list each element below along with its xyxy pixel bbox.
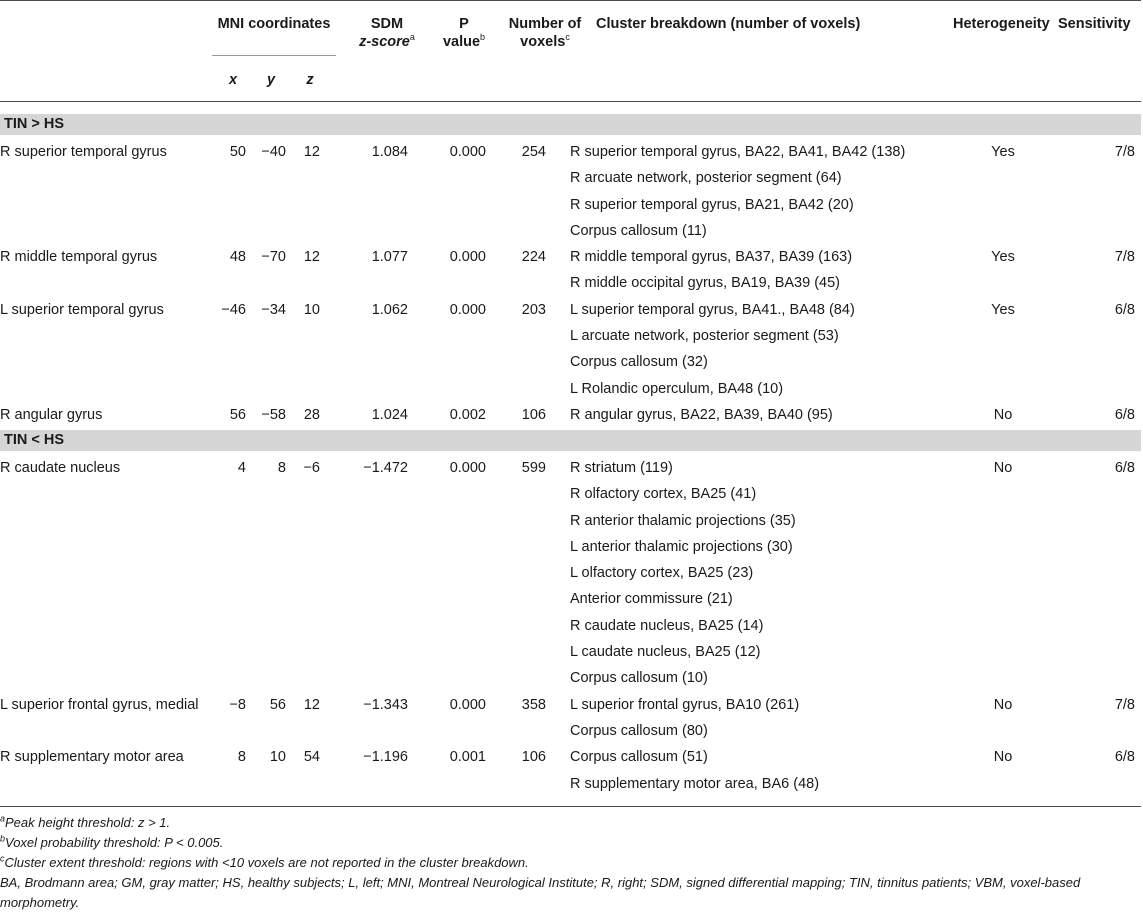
- p-value-cell: 0.000: [449, 249, 486, 266]
- z-cell: 12: [303, 144, 320, 160]
- sensitivity-cell: 7/8: [1114, 696, 1135, 713]
- x-cell: −46: [221, 301, 246, 318]
- region-cell: R superior temporal gyrus: [0, 144, 167, 160]
- breakdown-item: L caudate nucleus, BA25 (12): [570, 644, 761, 661]
- sdm-cell: 1.024: [371, 407, 408, 423]
- cluster-breakdown: [570, 455, 796, 692]
- cluster-breakdown: [570, 139, 905, 244]
- footnote-a: $^a$Peak height threshold: z > 1.: [0, 813, 171, 830]
- breakdown-item: R angular gyrus, BA22, BA39, BA40 (95): [570, 407, 833, 423]
- breakdown-item: R anterior thalamic projections (35): [570, 512, 796, 529]
- breakdown-item: L superior temporal gyrus, BA41., BA48 (84): [570, 301, 855, 318]
- x-cell: 56: [229, 407, 246, 423]
- breakdown-item: Anterior commissure (21): [570, 591, 733, 608]
- breakdown-item: R arcuate network, posterior segment (64): [570, 170, 842, 187]
- breakdown-item: Corpus callosum (51): [570, 749, 708, 766]
- header-sdm: SDM z-score$^a$: [359, 16, 415, 50]
- p-value-cell: 0.000: [449, 696, 486, 713]
- footnote-abbreviations: BA, Brodmann area; GM, gray matter; HS, healthy subjects; L, left; MNI, Montreal Neurological Institute; R, right; SDM, signed differential mapping; TIN, tinnitus patients; VBM, voxel-based morphometry.: [0, 875, 1081, 910]
- sensitivity-cell: 7/8: [1114, 249, 1135, 266]
- y-cell: 8: [277, 460, 286, 476]
- breakdown-item: L arcuate network, posterior segment (53): [570, 328, 839, 345]
- header-x: x: [228, 72, 238, 88]
- z-cell: 10: [303, 301, 320, 318]
- voxels-cell: 599: [521, 460, 546, 476]
- y-cell: −40: [261, 144, 286, 160]
- cluster-breakdown: [570, 744, 819, 797]
- heterogeneity-cell: Yes: [991, 301, 1015, 318]
- section-tin-gt-hs: TIN > HS: [0, 114, 1141, 135]
- z-cell: 12: [303, 696, 320, 713]
- heterogeneity-cell: No: [993, 407, 1013, 423]
- y-cell: 10: [269, 749, 286, 766]
- sensitivity-cell: 6/8: [1114, 460, 1135, 476]
- heterogeneity-cell: No: [993, 696, 1013, 713]
- sensitivity-cell: 7/8: [1114, 144, 1135, 160]
- footnotes: [0, 813, 1141, 913]
- x-cell: −8: [229, 696, 246, 713]
- z-cell: 54: [303, 749, 320, 766]
- p-value-cell: 0.000: [449, 144, 486, 160]
- header-mni: MNI coordinates: [217, 16, 331, 32]
- z-cell: −6: [303, 460, 320, 476]
- breakdown-item: R middle temporal gyrus, BA37, BA39 (163): [570, 249, 853, 266]
- cluster-breakdown: [570, 244, 852, 297]
- cluster-breakdown: [570, 692, 799, 745]
- region-cell: L superior temporal gyrus: [0, 301, 164, 318]
- p-value-cell: 0.001: [449, 749, 486, 766]
- y-cell: −58: [261, 407, 286, 423]
- region-cell: R angular gyrus: [0, 407, 103, 423]
- header-voxels: Number of voxels$^c$: [508, 16, 582, 50]
- x-cell: 8: [237, 749, 246, 766]
- breakdown-item: L olfactory cortex, BA25 (23): [570, 565, 754, 582]
- heterogeneity-cell: Yes: [991, 144, 1015, 160]
- breakdown-item: L anterior thalamic projections (30): [570, 538, 793, 555]
- sensitivity-cell: 6/8: [1114, 407, 1135, 423]
- region-cell: L superior frontal gyrus, medial: [0, 696, 199, 713]
- x-cell: 50: [229, 144, 246, 160]
- breakdown-item: Corpus callosum (80): [570, 722, 708, 739]
- y-cell: −34: [261, 301, 286, 318]
- x-cell: 4: [237, 460, 246, 476]
- breakdown-item: L superior frontal gyrus, BA10 (261): [570, 696, 800, 713]
- heterogeneity-cell: No: [993, 749, 1013, 766]
- mni-underline: [212, 55, 336, 56]
- breakdown-item: R superior temporal gyrus, BA21, BA42 (20): [570, 196, 854, 213]
- sdm-cell: 1.062: [371, 301, 408, 318]
- heterogeneity-cell: No: [993, 460, 1013, 476]
- voxels-cell: 106: [521, 407, 546, 423]
- sdm-cell: −1.472: [363, 460, 408, 476]
- sdm-cell: −1.343: [363, 696, 408, 713]
- section-tin-lt-hs: TIN < HS: [0, 430, 1141, 451]
- voxels-cell: 358: [521, 696, 546, 713]
- x-cell: 48: [229, 249, 246, 266]
- breakdown-item: R caudate nucleus, BA25 (14): [570, 617, 764, 634]
- sensitivity-cell: 6/8: [1114, 749, 1135, 766]
- voxels-cell: 106: [521, 749, 546, 766]
- cluster-breakdown: [570, 402, 833, 428]
- p-value-cell: 0.002: [449, 407, 486, 423]
- header-sensitivity: Sensitivity: [1058, 16, 1131, 32]
- breakdown-item: L Rolandic operculum, BA48 (10): [570, 380, 784, 397]
- sensitivity-cell: 6/8: [1114, 301, 1135, 318]
- breakdown-item: R middle occipital gyrus, BA19, BA39 (45): [570, 275, 840, 292]
- breakdown-item: R olfactory cortex, BA25 (41): [570, 486, 757, 503]
- breakdown-item: Corpus callosum (32): [570, 354, 708, 371]
- z-cell: 12: [303, 249, 320, 266]
- region-cell: R middle temporal gyrus: [0, 249, 158, 266]
- breakdown-item: Corpus callosum (10): [570, 670, 708, 687]
- footnote-c: $^c$Cluster extent threshold: regions with <10 voxels are not reported in the cluster breakdown.: [0, 853, 529, 870]
- header-p: P value$^b$: [442, 16, 486, 50]
- voxels-cell: 224: [521, 249, 546, 266]
- sdm-cell: −1.196: [363, 749, 408, 766]
- breakdown-item: R striatum (119): [570, 460, 673, 476]
- header-heterogeneity: Heterogeneity: [953, 16, 1050, 32]
- sdm-cell: 1.077: [371, 249, 408, 266]
- y-cell: 56: [269, 696, 286, 713]
- y-cell: −70: [261, 249, 286, 266]
- region-cell: R supplementary motor area: [0, 749, 184, 766]
- sdm-cell: 1.084: [371, 144, 408, 160]
- z-cell: 28: [303, 407, 320, 423]
- header-rule: [0, 101, 1141, 102]
- header-y: y: [266, 72, 276, 88]
- cluster-breakdown: [570, 297, 855, 402]
- breakdown-item: R supplementary motor area, BA6 (48): [570, 775, 820, 792]
- p-value-cell: 0.000: [449, 460, 486, 476]
- region-cell: R caudate nucleus: [0, 460, 121, 476]
- p-value-cell: 0.000: [449, 301, 486, 318]
- heterogeneity-cell: Yes: [991, 249, 1015, 266]
- voxels-cell: 254: [521, 144, 546, 160]
- header-z: z: [306, 72, 314, 88]
- breakdown-item: Corpus callosum (11): [570, 222, 707, 239]
- top-rule: [0, 0, 1141, 1]
- header-breakdown: Cluster breakdown (number of voxels): [596, 16, 861, 32]
- breakdown-item: R superior temporal gyrus, BA22, BA41, BA42 (138): [570, 144, 906, 160]
- footnote-b: $^b$Voxel probability threshold: P < 0.005.: [0, 833, 224, 850]
- voxels-cell: 203: [521, 301, 546, 318]
- bottom-rule: [0, 806, 1141, 807]
